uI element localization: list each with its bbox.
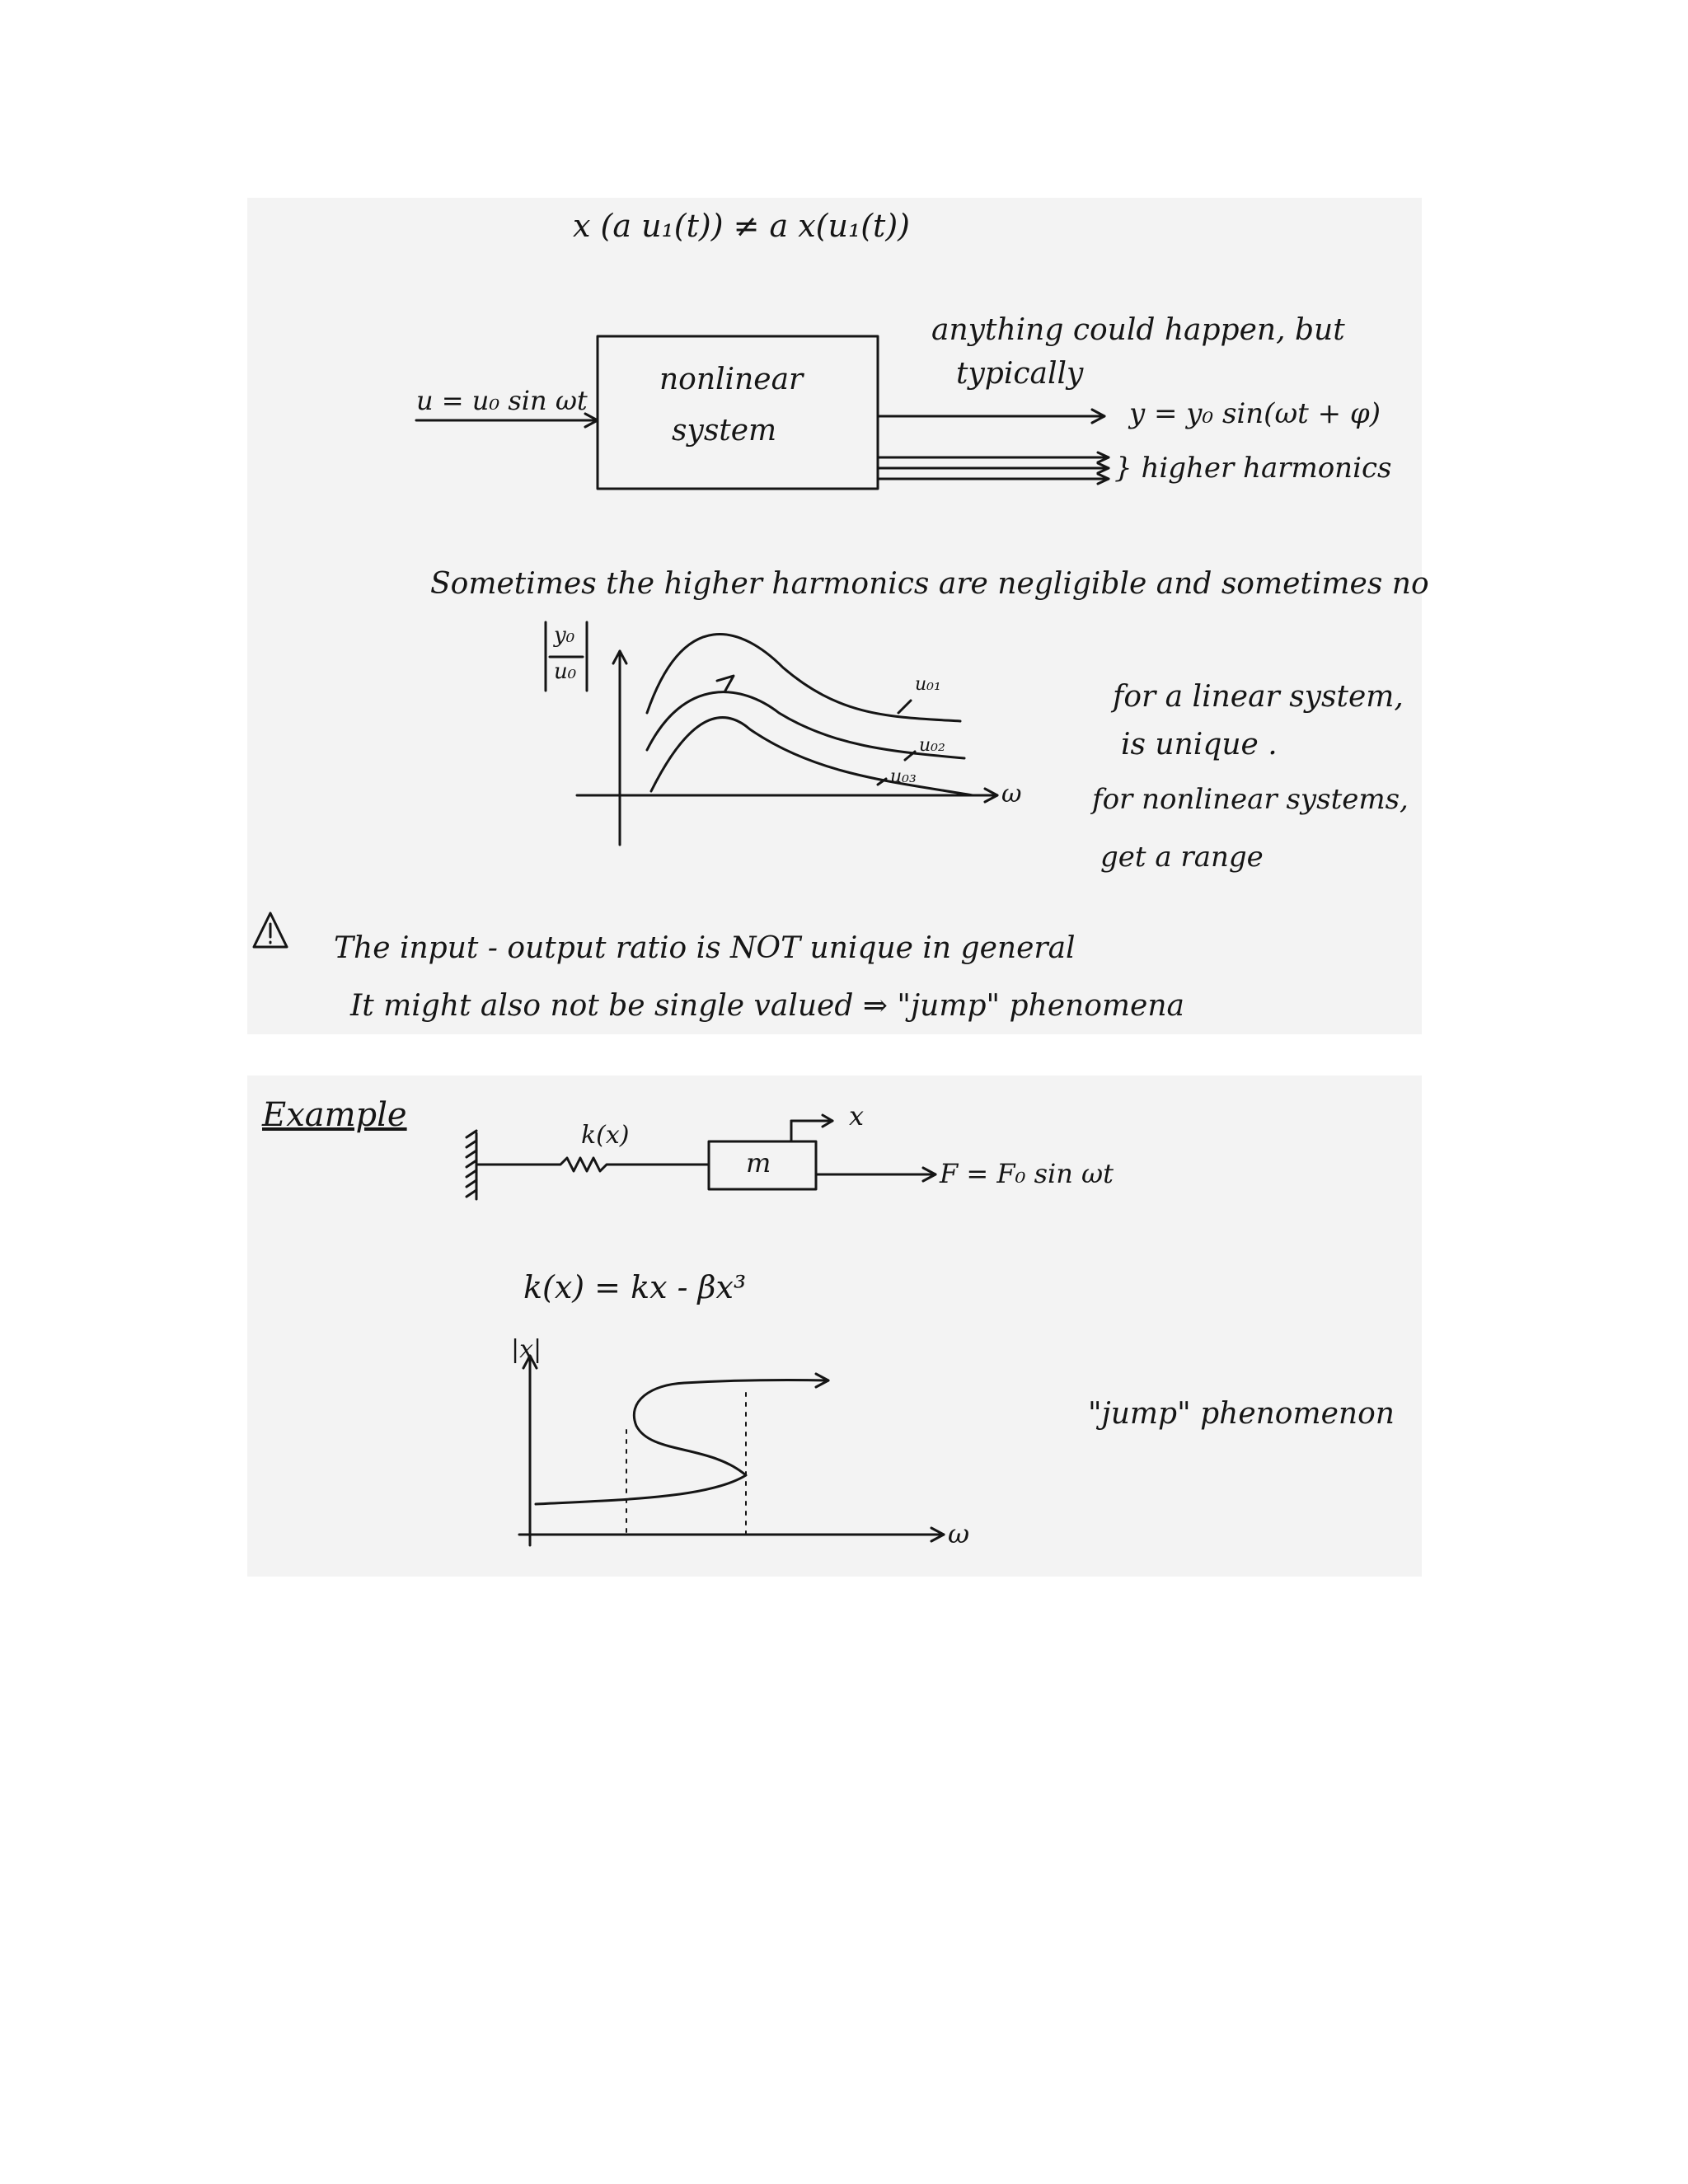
output-label: y = y₀ sin(ωt + φ) — [1129, 397, 1381, 430]
mass-label: m — [746, 1147, 771, 1179]
block-label-nonlinear: nonlinear — [659, 363, 804, 396]
plot-ylabel-den: u₀ — [554, 659, 577, 684]
spring-label: k(x) — [581, 1121, 630, 1150]
note-linear-2: is unique . — [1121, 728, 1278, 762]
curve-label-u02: u₀₂ — [919, 735, 945, 756]
nonlinearity-equation: x (a u₁(t)) ≠ a x(u₁(t)) — [573, 208, 910, 244]
note-nonlinear-1: for nonlinear systems, — [1092, 783, 1409, 816]
annotation-anything: anything could happen, but — [931, 313, 1345, 347]
warning-line-2: It might also not be single valued ⇒ "jump" phenomena — [350, 989, 1185, 1023]
example-heading: Example — [262, 1096, 407, 1134]
sometimes-text: Sometimes the higher harmonics are negligible and sometimes no — [430, 567, 1429, 601]
note-linear-1: for a linear system, — [1113, 680, 1404, 714]
plot-ylabel-num: y₀ — [554, 623, 575, 648]
annotation-typically: typically — [956, 357, 1084, 391]
input-label: u = u₀ sin ωt — [416, 385, 588, 416]
note-nonlinear-2: get a range — [1100, 841, 1264, 874]
block-label-system: system — [672, 414, 777, 448]
displacement-label: x — [849, 1100, 865, 1132]
force-label: F = F₀ sin ωt — [940, 1158, 1114, 1189]
jump-plot-ylabel: |x| — [511, 1335, 542, 1364]
harmonics-label: } higher harmonics — [1114, 452, 1392, 485]
spring-equation: k(x) = kx - βx³ — [523, 1269, 747, 1305]
curve-label-u03: u₀₃ — [890, 766, 917, 787]
plot-xlabel: ω — [1001, 780, 1022, 808]
curve-label-u01: u₀₁ — [915, 674, 941, 695]
warning-line-1: The input - output ratio is NOT unique in general — [334, 931, 1076, 965]
jump-phenomenon-label: "jump" phenomenon — [1088, 1397, 1395, 1431]
jump-plot-xlabel: ω — [948, 1518, 970, 1549]
